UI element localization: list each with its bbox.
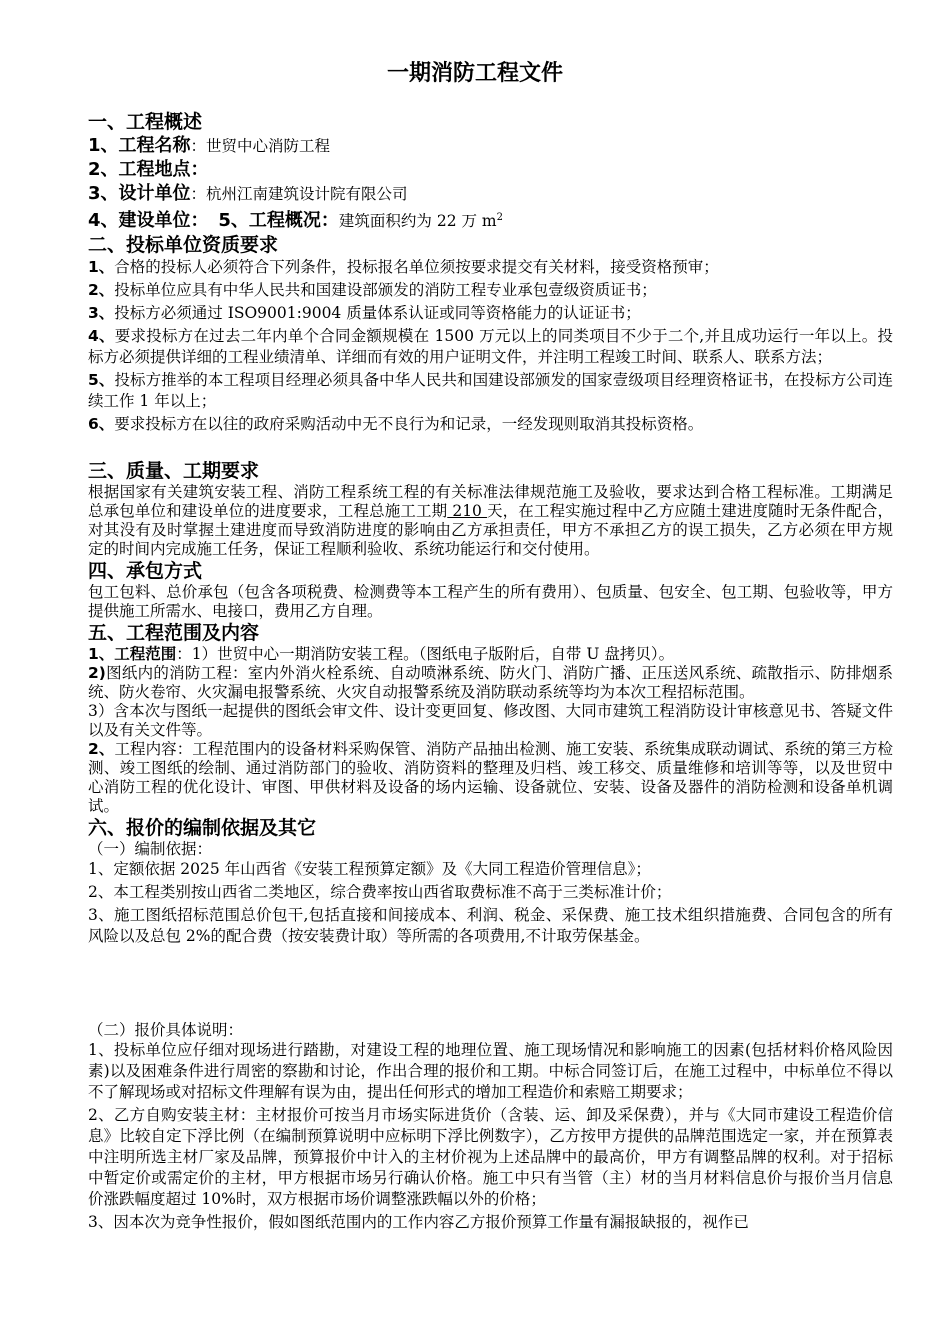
design-unit-line <box>88 182 893 206</box>
design-unit-value: ：杭州江南建筑设计院有限公司 <box>190 185 408 203</box>
pricing-detail-subheading: （二）报价具体说明： <box>88 1021 244 1040</box>
qualification-item: 5、投标方推举的本工程项目经理必须具备中华人民共和国建设部颁发的国家壹级项目经理资格证书，在投标方公司连续工作 1 年以上； <box>88 371 893 411</box>
project-name-value: ：世贸中心消防工程 <box>190 137 331 155</box>
qualification-item: 6、要求投标方在以往的政府采购活动中无不良行为和记录，一经发现则取消其投标资格。 <box>88 415 704 434</box>
contract-mode-text: 包工包料、总价承包（包含各项税费、检测费等本工程产生的所有费用）、包质量、包安全、包工期、包验收等，甲方提供施工所需水、电接口，费用乙方自理。 <box>88 583 893 621</box>
document-body <box>88 110 893 1235</box>
pricing-detail-item: 2、乙方自购安装主材：主材报价可按当月市场实际进货价（含装、运、卸及采保费），并与《大同市建设工程造价信息》比较自定下浮比例（在编制预算说明中应标明下浮比例数字），乙方按甲方提供的品牌范围选定一家，并在预算表中注明所选主材厂家及品牌，预算报价中计入的主材价视为上述品牌中的最高价，甲方有调整品牌的权利。对于招标中暂定价或需定价的主材，甲方根据市场另行确认价格。施工中只有当管（主）材的当月材料信息价与报价当月信息价涨跌幅度超过 10%时，双方根据市场价调整涨跌幅以外的价格； <box>88 1106 893 1209</box>
pricing-basis-subheading: （一）编制依据： <box>88 840 213 859</box>
overview-label: 5、工程概况： <box>218 210 339 232</box>
scope-line-1: 1、工程范围：1）世贸中心一期消防安装工程。（图纸电子版附后，自带 U 盘拷贝）。 <box>88 645 675 664</box>
design-unit-label: 3、设计单位 <box>88 183 191 204</box>
construction-unit-line <box>88 206 893 233</box>
pricing-detail-item: 1、投标单位应仔细对现场进行踏勘，对建设工程的地理位置、施工现场情况和影响施工的因素(包括材料价格风险因素)以及困难条件进行周密的察勘和讨论，作出合理的报价和工期。中标合同签订后，在施工过程中，中标单位不得以不了解现场或对招标文件理解有误为由，提出任何形式的增加工程造价和索赔工期要求； <box>88 1041 893 1102</box>
project-location-line <box>88 158 893 182</box>
spacer <box>88 437 893 459</box>
duration-days: 210 <box>447 502 487 521</box>
qualification-item: 1、合格的投标人必须符合下列条件，投标报名单位须按要求提交有关材料，接受资格预审； <box>88 258 719 277</box>
qualification-item: 3、投标方必须通过 ISO9001:9004 质量体系认证或同等资格能力的认证证书； <box>88 304 641 323</box>
document-title: 一期消防工程文件 <box>386 61 563 86</box>
spacer <box>88 949 893 1021</box>
section-2-heading: 二、投标单位资质要求 <box>88 234 279 257</box>
section-4-heading: 四、承包方式 <box>88 560 203 583</box>
scope-line-3: 3）含本次与图纸一起提供的图纸会审文件、设计变更回复、修改图、大同市建筑工程消防设计审核意见书、答疑文件以及有关文件等。 <box>88 702 893 740</box>
qualification-item: 4、要求投标方在过去二年内单个合同金额规模在 1500 万元以上的同类项目不少于二个,并且成功运行一年以上。投标方必须提供详细的工程业绩清单、详细而有效的用户证明文件，并注明工程竣工时间、联系人、联系方法； <box>88 327 893 367</box>
scope-line-4: 2、工程内容：工程范围内的设备材料采购保管、消防产品抽出检测、施工安装、系统集成联动调试、系统的第三方检测、竣工图纸的绘制、通过消防部门的验收、消防资料的整理及归档、竣工移交、质量维修和培训等等，以及世贸中心消防工程的优化设计、审图、甲供材料及设备的场内运输、设备就位、安装、设备及器件的消防检测和设备单机调试。 <box>88 740 893 816</box>
project-name-line <box>88 134 893 158</box>
construction-unit-label: 4、建设单位： <box>88 210 209 232</box>
pricing-basis-item: 2、本工程类别按山西省二类地区，综合费率按山西省取费标准不高于三类标准计价； <box>88 883 672 902</box>
pricing-detail-item: 3、因本次为竞争性报价，假如图纸范围内的工作内容乙方报价预算工作量有漏报缺报的，视作已 <box>88 1213 749 1232</box>
section-5-heading: 五、工程范围及内容 <box>88 622 260 645</box>
scope-line-2: 2)图纸内的消防工程：室内外消火栓系统、自动喷淋系统、防火门、消防广播、正压送风系统、疏散指示、防排烟系统、防火卷帘、火灾漏电报警系统、火灾自动报警系统及消防联动系统等均为本次工程招标范围。 <box>88 664 893 702</box>
section-1-heading: 一、工程概述 <box>88 111 203 133</box>
section-6-heading: 六、报价的编制依据及其它 <box>88 817 317 840</box>
pricing-basis-item: 1、定额依据 2025 年山西省《安装工程预算定额》及《大同工程造价管理信息》； <box>88 860 651 879</box>
quality-schedule-text: 根据国家有关建筑安装工程、消防工程系统工程的有关标准法律规范施工及验收，要求达到合格工程标准。工期满足总承包单位和建设单位的进度要求，工程总施工工期 210 天，在工程实施过程中乙方应随土建进度随时无条件配合，对其没有及时掌握土建进度而导致消防进度的影响由乙方承担责任，甲方不承担乙方的误工损失，乙方必须在甲方规定的时间内完成施工任务，保证工程顺利验收、系统功能运行和交付使用。 <box>88 483 893 559</box>
pricing-basis-item: 3、施工图纸招标范围总价包干,包括直接和间接成本、利润、税金、采保费、施工技术组织措施费、合同包含的所有风险以及总包 2%的配合费（按安装费计取）等所需的各项费用,不计取劳保基金。 <box>88 906 893 946</box>
overview-value: 建筑面积约为 22 万 m <box>338 212 497 231</box>
qualification-item: 2、投标单位应具有中华人民共和国建设部颁发的消防工程专业承包壹级资质证书； <box>88 281 657 300</box>
project-location-label: 2、工程地点： <box>88 159 209 180</box>
section-3-heading: 三、质量、工期要求 <box>88 460 260 483</box>
overview-sup: 2 <box>496 212 503 223</box>
project-name-label: 1、工程名称 <box>88 135 191 156</box>
